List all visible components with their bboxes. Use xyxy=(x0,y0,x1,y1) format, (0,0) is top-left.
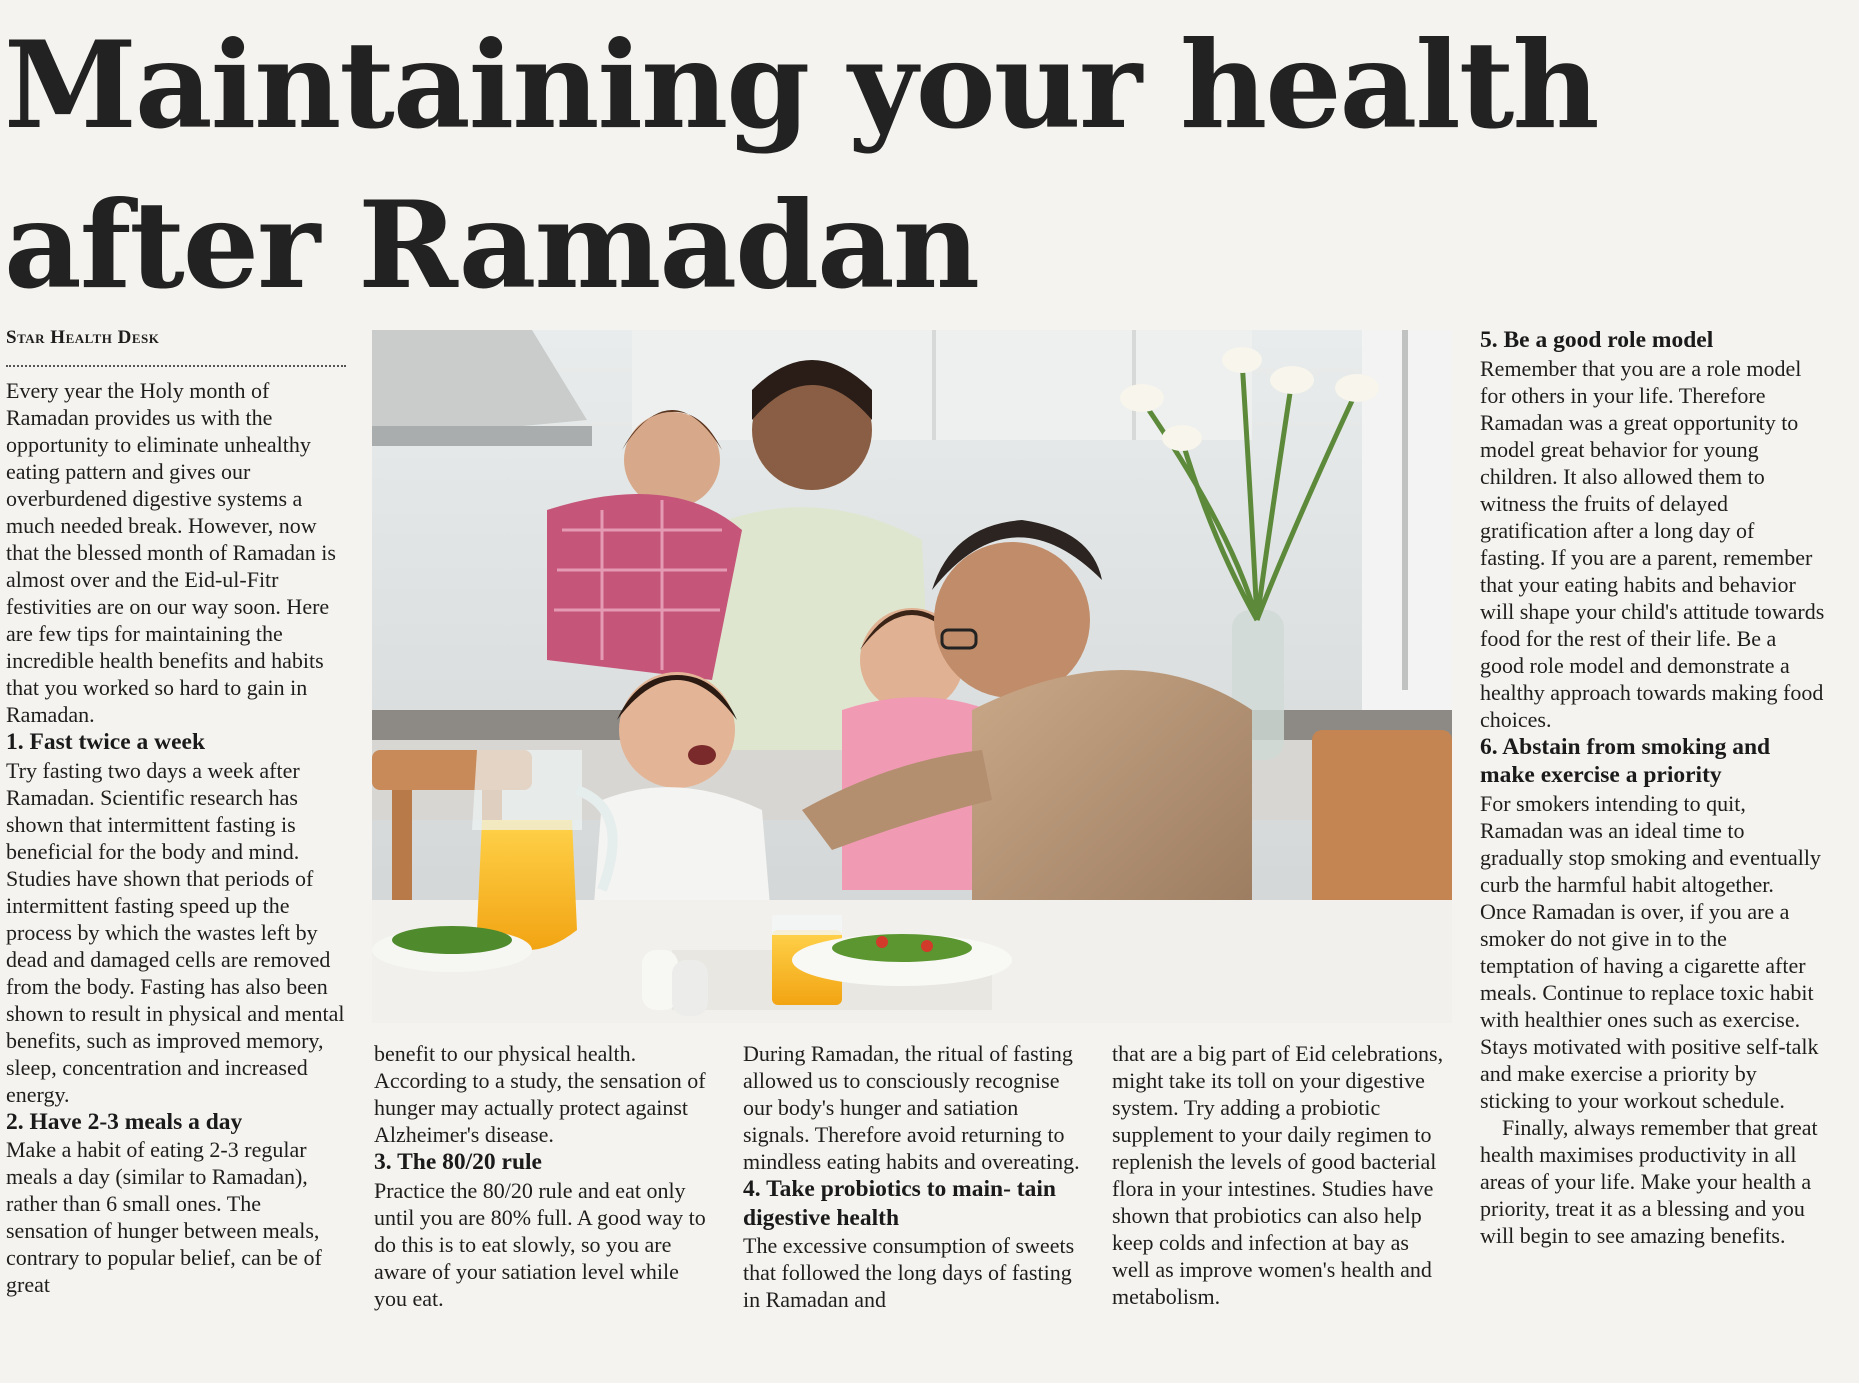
section-4-heading: 4. Take probiotics to main- tain digestive health xyxy=(743,1176,1056,1231)
intro-paragraph: Every year the Holy month of Ramadan provides us with the opportunity to eliminate unhealthy eating pattern and gives our overburdened digestive systems a much needed break. However, now that the blessed month of Ramadan is almost over and the Eid-ul-Fitr festivities are on our way soon. Here are few tips for maintaining the incredible health benefits and habits that you worked so hard to gain in Ramadan. xyxy=(6,378,336,727)
closing-paragraph: Finally, always remember that great health maximises productivity in all areas of your life. Make your health a priority, treat it as a blessing and you will begin to see amazing benefits. xyxy=(1480,1114,1818,1248)
section-1-body: Try fasting two days a week after Ramadan. Scientific research has shown that intermittent fasting is beneficial for the body and mind. Studies have shown that periods of intermittent fasting speed up the process by which the wastes left by dead and damaged cells are removed from the body. Fasting has also been shown to result in physical and mental benefits, such as improved memory, sleep, concentration and increased energy. xyxy=(6,757,345,1107)
section-2-body-part-2: benefit to our physical health. According to a study, the sensation of hunger may actually protect against Alzheimer's disease. xyxy=(374,1041,706,1147)
headline-line-2: after Ramadan xyxy=(4,175,979,316)
family-meal-illustration xyxy=(372,330,1452,1023)
section-5-body: Remember that you are a role model for others in your life. Therefore Ramadan was a great opportunity to model great behavior for young children. It also allowed them to witness the fruits of delayed gratification after a long day of fasting. If you are a parent, remember that your eating habits and behavior will shape your child's attitude towards food for the rest of their life. Be a good role model and demonstrate a healthy approach towards making food choices. xyxy=(1480,355,1825,732)
column-5 xyxy=(1480,326,1825,1249)
section-3-body-part-2: During Ramadan, the ritual of fasting allowed us to consciously recognise our body's hunger and satiation signals. Therefore avoid returning to mindless eating habits and overeating. xyxy=(743,1041,1080,1174)
column-1 xyxy=(6,324,346,1298)
byline: Star Health Desk xyxy=(6,324,346,367)
section-3-body-part-1: Practice the 80/20 rule and eat only until you are 80% full. A good way to do this is to eat slowly, so you are aware of your satiation level while you eat. xyxy=(374,1177,706,1311)
section-2-heading: 2. Have 2-3 meals a day xyxy=(6,1108,243,1135)
section-6-heading: 6. Abstain from smoking and make exercise a priority xyxy=(1480,733,1771,788)
headline xyxy=(4,6,1604,326)
section-2-body-part-1: Make a habit of eating 2-3 regular meals a day (similar to Ramadan), rather than 6 small ones. The sensation of hunger between meals, contrary to popular belief, can be of great xyxy=(6,1137,322,1297)
section-1-heading: 1. Fast twice a week xyxy=(6,729,206,755)
section-6-body: For smokers intending to quit, Ramadan was an ideal time to gradually stop smoking and eventually curb the harmful habit altogether. Once Ramadan is over, if you are a smoker do not give in to the temptation of having a cigarette after meals. Continue to replace toxic habit with healthier ones such as exercise. Stays motivated with positive self-talk and make exercise a priority by sticking to your workout schedule. xyxy=(1480,790,1821,1113)
column-2 xyxy=(374,1040,714,1312)
headline-line-1: Maintaining your health xyxy=(4,15,1598,156)
section-3-heading: 3. The 80/20 rule xyxy=(374,1149,542,1175)
section-4-body-part-1: The excessive consumption of sweets that followed the long days of fasting in Ramadan and xyxy=(743,1233,1075,1312)
section-4-body-part-2: that are a big part of Eid celebrations, might take its toll on your digestive system. Try adding a probiotic supplement to your daily regimen to replenish the levels of good bacterial flora in your intestines. Studies have shown that probiotics can also help keep colds and infection at bay as well as improve women's health and metabolism. xyxy=(1112,1041,1444,1309)
family-meal-photo xyxy=(372,330,1452,1023)
column-4 xyxy=(1112,1040,1452,1310)
section-5-heading: 5. Be a good role model xyxy=(1480,327,1714,353)
column-3 xyxy=(743,1040,1083,1313)
